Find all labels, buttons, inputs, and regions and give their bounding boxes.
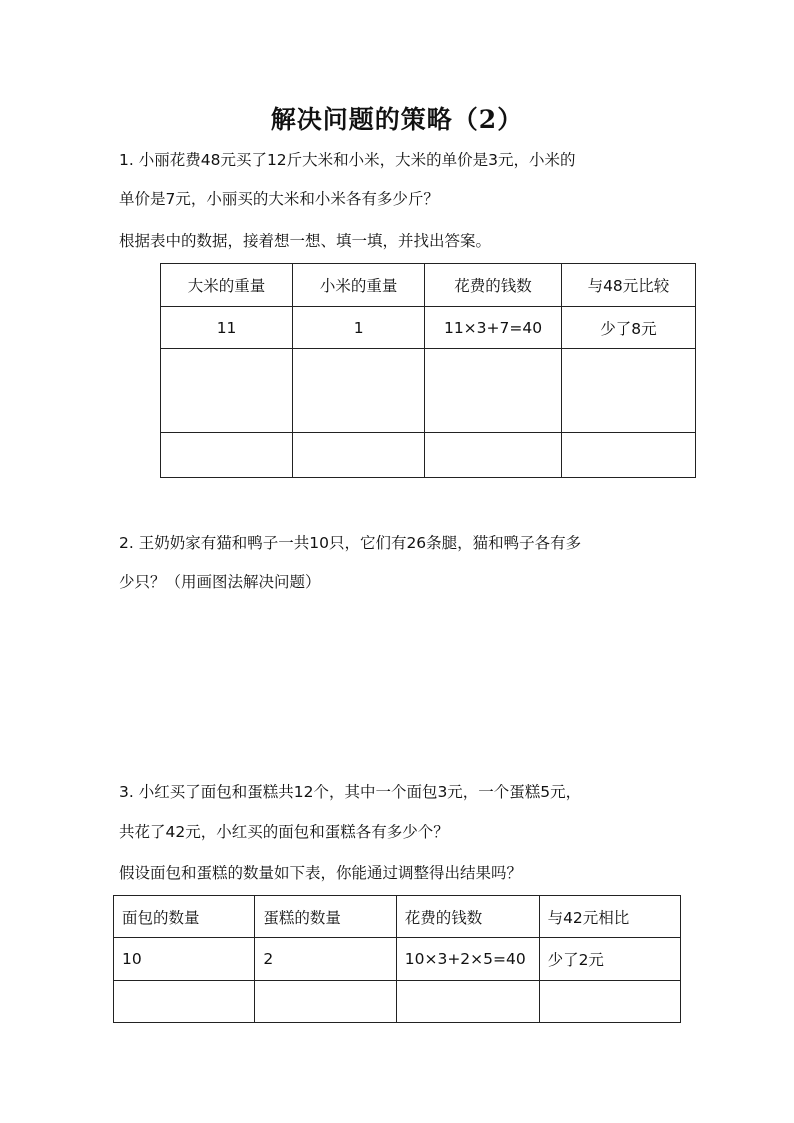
q3-table xyxy=(113,895,681,1023)
table-cell xyxy=(293,433,425,478)
table-cell: 2 xyxy=(255,938,396,981)
q3-instruction: 假设面包和蛋糕的数量如下表，你能通过调整得出结果吗？ xyxy=(119,864,523,882)
table-header-cell: 花费的钱数 xyxy=(396,896,539,938)
table-row xyxy=(114,981,681,1023)
table-header-cell: 与48元比较 xyxy=(561,264,695,307)
q1-table xyxy=(160,263,696,478)
q3-text-line1: 3. 小红买了面包和蛋糕共12个，其中一个面包3元，一个蛋糕5元， xyxy=(119,783,582,801)
q2-text-line2: 少只？（用画图法解决问题） xyxy=(119,573,321,591)
table-cell xyxy=(161,433,293,478)
q2-text-line1: 2. 王奶奶家有猫和鸭子一共10只，它们有26条腿，猫和鸭子各有多 xyxy=(119,534,582,552)
table-cell xyxy=(561,349,695,433)
table-cell xyxy=(425,433,562,478)
table-cell: 10 xyxy=(114,938,255,981)
table-cell xyxy=(539,981,680,1023)
table-header-cell: 蛋糕的数量 xyxy=(255,896,396,938)
table-cell xyxy=(293,349,425,433)
table-cell: 10×3+2×5=40 xyxy=(396,938,539,981)
table-cell xyxy=(425,349,562,433)
table-cell: 11 xyxy=(161,307,293,349)
table-row xyxy=(161,307,696,349)
table-header-row xyxy=(161,264,696,307)
table-row xyxy=(161,433,696,478)
table-row xyxy=(161,349,696,433)
table-cell: 1 xyxy=(293,307,425,349)
table-cell xyxy=(161,349,293,433)
table-header-cell: 面包的数量 xyxy=(114,896,255,938)
table-header-cell: 与42元相比 xyxy=(539,896,680,938)
table-cell xyxy=(396,981,539,1023)
table-cell: 少了2元 xyxy=(539,938,680,981)
table-cell xyxy=(255,981,396,1023)
q1-text-line1: 1. 小丽花费48元买了12斤大米和小米，大米的单价是3元，小米的 xyxy=(119,151,576,169)
table-header-cell: 花费的钱数 xyxy=(425,264,562,307)
table-cell: 11×3+7=40 xyxy=(425,307,562,349)
table-header-cell: 小米的重量 xyxy=(293,264,425,307)
q1-text-line2: 单价是7元，小丽买的大米和小米各有多少斤？ xyxy=(119,190,439,208)
table-cell xyxy=(561,433,695,478)
q3-text-line2: 共花了42元，小红买的面包和蛋糕各有多少个？ xyxy=(119,823,449,841)
q1-instruction: 根据表中的数据，接着想一想、填一填，并找出答案。 xyxy=(119,232,492,250)
table-cell xyxy=(114,981,255,1023)
table-header-row xyxy=(114,896,681,938)
table-cell: 少了8元 xyxy=(561,307,695,349)
page-title: 解决问题的策略（2） xyxy=(270,105,524,134)
table-row xyxy=(114,938,681,981)
table-header-cell: 大米的重量 xyxy=(161,264,293,307)
